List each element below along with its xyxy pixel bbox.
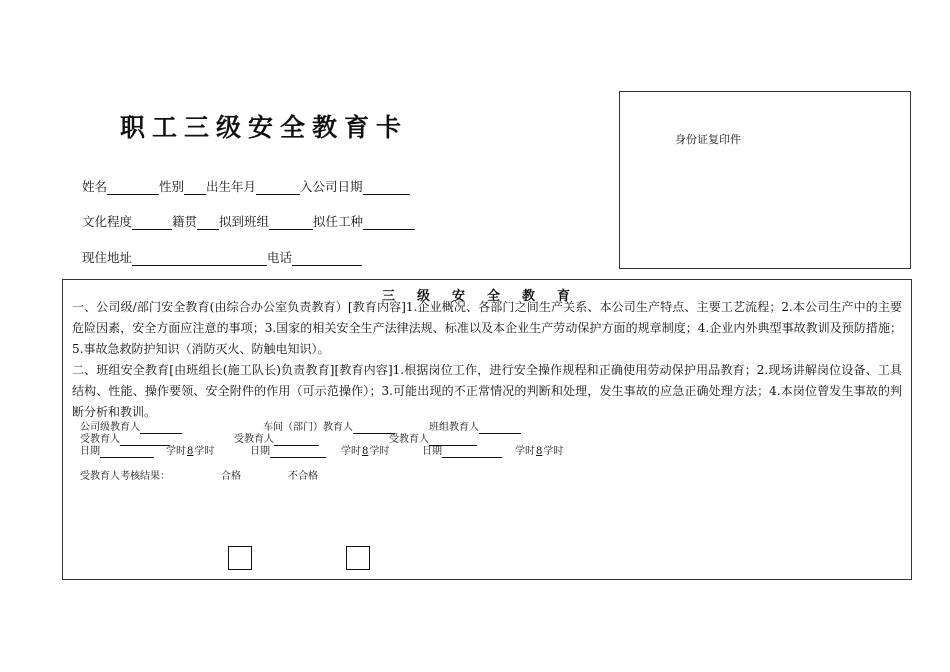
workshop-trainee bbox=[234, 434, 319, 446]
assessment-result-label: 受教育人考核结果： bbox=[80, 471, 170, 482]
company-hours-label: 学时 bbox=[166, 446, 186, 457]
team-trainee-field[interactable] bbox=[429, 434, 477, 446]
pass-label: 合格 bbox=[221, 471, 241, 482]
team-trainee bbox=[389, 434, 477, 446]
workshop-hours-unit: 学时 bbox=[369, 446, 390, 457]
workshop-hours-label: 学时 bbox=[341, 446, 361, 457]
team-educator-label: 班组教育人 bbox=[429, 422, 479, 433]
info-row-3 bbox=[82, 248, 362, 266]
education-field[interactable] bbox=[132, 215, 172, 230]
workshop-date-label: 日期 bbox=[250, 446, 270, 457]
company-trainee-field[interactable] bbox=[120, 434, 170, 446]
company-educator bbox=[80, 422, 182, 434]
workshop-date-hours bbox=[250, 446, 389, 458]
company-trainee bbox=[80, 434, 170, 446]
workshop-trainee-field[interactable] bbox=[274, 434, 319, 446]
company-educator-field[interactable] bbox=[140, 422, 182, 434]
team-field[interactable] bbox=[269, 215, 313, 230]
birth-field[interactable] bbox=[256, 180, 300, 195]
education-section bbox=[62, 279, 912, 580]
team-hours-value[interactable]: 8 bbox=[536, 446, 543, 457]
page-title: 职工三级安全教育卡 bbox=[120, 113, 409, 142]
workshop-educator-label: 车间（部门）教育人 bbox=[263, 422, 353, 433]
address-label: 现住地址 bbox=[82, 250, 133, 265]
company-date-label: 日期 bbox=[80, 446, 100, 457]
origin-label: 籍贯 bbox=[172, 214, 198, 229]
workshop-educator-field[interactable] bbox=[353, 422, 395, 434]
fail-checkbox[interactable] bbox=[346, 546, 370, 570]
job-field[interactable] bbox=[363, 215, 415, 230]
workshop-trainee-label: 受教育人 bbox=[234, 434, 274, 445]
workshop-educator bbox=[263, 422, 395, 434]
team-educator bbox=[429, 422, 521, 434]
gender-field[interactable] bbox=[184, 180, 206, 195]
job-label: 拟任工种 bbox=[313, 214, 364, 229]
phone-field[interactable] bbox=[292, 251, 362, 266]
team-hours-unit: 学时 bbox=[543, 446, 564, 457]
team-date-hours bbox=[422, 446, 563, 458]
join-date-field[interactable] bbox=[363, 180, 410, 195]
company-date-field[interactable] bbox=[100, 446, 154, 458]
team-date-field[interactable] bbox=[442, 446, 502, 458]
address-field[interactable] bbox=[132, 251, 267, 266]
gender-label: 性别 bbox=[159, 179, 185, 194]
company-educator-label: 公司级教育人 bbox=[80, 422, 140, 433]
company-hours-unit: 学时 bbox=[194, 446, 215, 457]
team-date-label: 日期 bbox=[422, 446, 442, 457]
workshop-hours-value[interactable]: 8 bbox=[362, 446, 369, 457]
id-copy-box bbox=[619, 91, 911, 269]
fail-label: 不合格 bbox=[288, 471, 318, 482]
company-hours-value[interactable]: 8 bbox=[187, 446, 194, 457]
team-trainee-label: 受教育人 bbox=[389, 434, 429, 445]
info-row-1 bbox=[82, 177, 410, 195]
team-educator-field[interactable] bbox=[479, 422, 521, 434]
team-education-text: 二、班组安全教育[由班组长(施工队长)负责教育][教育内容]1.根据岗位工作，进行安全操作规程和正确使用劳动保护用品教育；2.现场讲解岗位设备、工具结构、性能、操作要领、安全附件的作用（可示范操作）；3.可能出现的不正常情况的判断和处理，发生事故的应急正确处理方法；4.本岗位曾发生事故的判断分析和教训。 bbox=[72, 363, 902, 419]
team-label: 拟到班组 bbox=[219, 214, 270, 229]
section-heading: 三级安全教育 bbox=[381, 289, 592, 304]
workshop-date-field[interactable] bbox=[270, 446, 326, 458]
info-row-2 bbox=[82, 212, 415, 230]
team-hours-label: 学时 bbox=[515, 446, 535, 457]
name-label: 姓名 bbox=[82, 179, 108, 194]
birth-label: 出生年月 bbox=[206, 179, 257, 194]
join-date-label: 入公司日期 bbox=[300, 179, 363, 194]
id-copy-label: 身份证复印件 bbox=[675, 133, 741, 146]
company-trainee-label: 受教育人 bbox=[80, 434, 120, 445]
phone-label: 电话 bbox=[267, 250, 293, 265]
origin-field[interactable] bbox=[197, 215, 219, 230]
pass-checkbox[interactable] bbox=[228, 546, 252, 570]
education-label: 文化程度 bbox=[82, 214, 133, 229]
company-education-text: 一、公司级/部门安全教育(由综合办公室负责教育）[教育内容]1.企业概况、各部门之间生产关系、本公司生产特点、主要工艺流程；2.本公司生产中的主要危险因素，安全方面应注意的事项；3.国家的相关安全生产法律法规、标准以及本企业生产劳动保护方面的规章制度；4.企业内外典型事故教训及预防措施；5.事故急救防护知识（消防灭火、防触电知识）。 bbox=[72, 300, 902, 356]
company-date-hours bbox=[80, 446, 214, 458]
name-field[interactable] bbox=[107, 180, 159, 195]
